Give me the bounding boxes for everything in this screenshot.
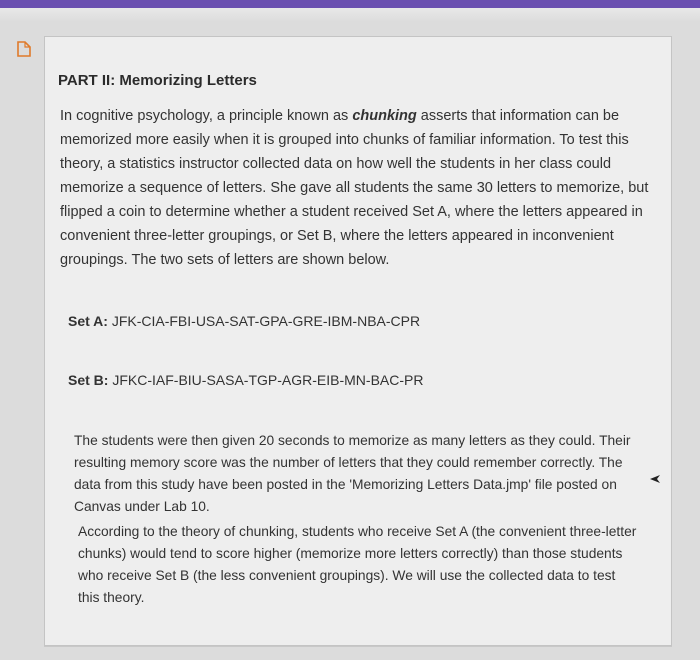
mouse-cursor-icon xyxy=(650,474,662,484)
page-shadow xyxy=(0,8,700,22)
intro-paragraph xyxy=(60,104,650,272)
intro-text-start: In cognitive psychology, a principle known as xyxy=(60,108,353,124)
set-a-line xyxy=(68,313,420,329)
part-title: PART II: Memorizing Letters xyxy=(58,72,257,89)
hypothesis-paragraph: According to the theory of chunking, students who receive Set A (the convenient three-letter chunks) would tend to score higher (memorize more letters correctly) than those students who receive Set B (the less convenient groupings). We will use the collected data to test this theory. xyxy=(78,524,637,605)
top-accent-bar xyxy=(0,0,700,8)
set-a-label: Set A: xyxy=(68,313,108,329)
set-b-letters: JFKC-IAF-BIU-SASA-TGP-AGR-EIB-MN-BAC-PR xyxy=(108,372,424,388)
chunking-emphasis: chunking xyxy=(352,108,417,124)
set-b-label: Set B: xyxy=(68,372,109,388)
document-icon xyxy=(16,40,32,58)
set-b-line xyxy=(68,372,423,388)
set-a-letters: JFK-CIA-FBI-USA-SAT-GPA-GRE-IBM-NBA-CPR xyxy=(107,313,421,329)
procedure-paragraph: The students were then given 20 seconds to memorize as many letters as they could. Their resulting memory score was the number of letters that they could remember correctly. The data from this study have been posted in the 'Memorizing Letters Data.jmp' file posted on Canvas under Lab 10. xyxy=(74,433,631,514)
intro-text-end: asserts that information can be memorized more easily when it is grouped into chunks of familiar information. To test this theory, a statistics instructor collected data on how well the students in her class could memorize a sequence of letters. She gave all students the same 30 letters to memorize, but flipped a coin to determine whether a student received Set A, where the letters appeared in convenient three-letter groupings, or Set B, where the letters appeared in inconvenient groupings. The two sets of letters are shown below. xyxy=(60,108,649,268)
card-bottom-divider xyxy=(44,646,672,647)
